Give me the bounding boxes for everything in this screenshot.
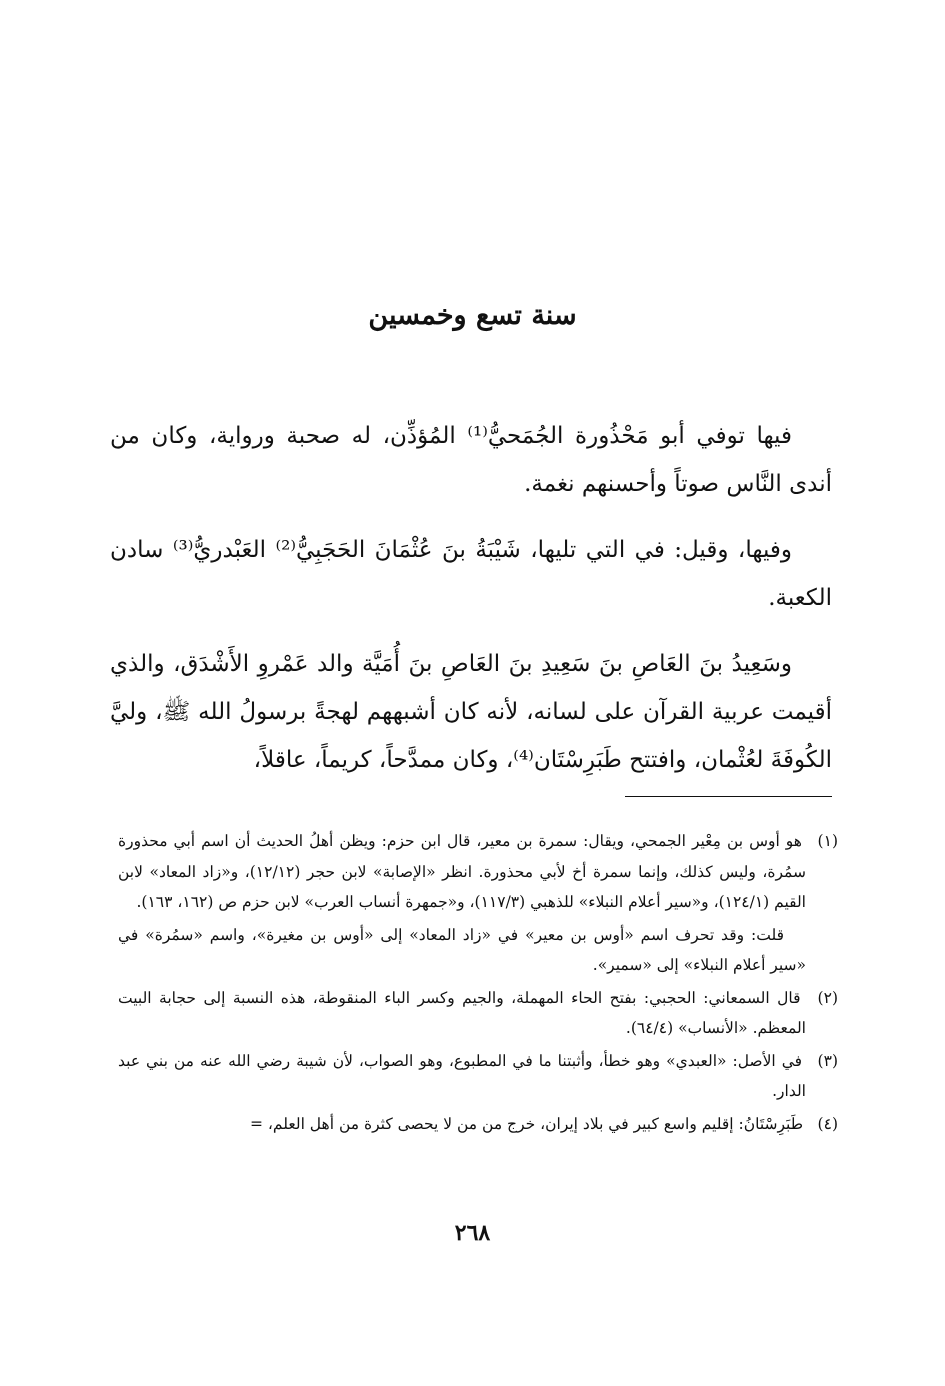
- footnote-separator: [625, 796, 832, 797]
- footnote-text: قال السمعاني: الحجبي: بفتح الحاء المهملة، والجيم وكسر الباء المنقوطة، هذه النسبة إلى حجابة البيت المعظم. «الأنساب» (٦٤/٤).: [118, 988, 806, 1037]
- footnote-number: (١): [817, 832, 838, 850]
- footnote-2: [118, 983, 838, 1044]
- footnote-number: (٣): [817, 1051, 838, 1070]
- main-text: [110, 412, 832, 802]
- footnote-4: [118, 1109, 838, 1140]
- footnote-number: (٤): [817, 1114, 838, 1133]
- footnote-number: (٢): [817, 988, 838, 1007]
- footnote-text: طَبَرِسْتَانُ: إقليم واسع كبير في بلاد إيران، خرج من من لا يحصى كثرة من أهل العلم، =: [250, 1114, 804, 1133]
- paragraph-2: وفيها، وقيل: في التي تليها، شَيْبَةُ بنَ عُثْمَانَ الحَجَبِيُّ⁽²⁾ العَبْدريُّ⁽³⁾ سادن الكعبة.: [110, 537, 832, 611]
- footnote-1: [118, 826, 838, 918]
- footnote-text: هو أوس بن مِعْير الجمحي، ويقال: سمرة بن معير، قال ابن حزم: ويظن أهلُ الحديث أن اسم أبي محذورة سمُرة، وليس كذلك، وإنما سمرة أخ لأبي محذورة. انظر «الإصابة» لابن حجر (١٢/١٢)، و«زاد المعاد» لابن القيم (١٢٤/١)، و«سير أعلام النبلاء» للذهبي (١١٧/٣)، و«جمهرة أنساب العرب» لابن حزم ص (١٦٢، ١٦٣).: [118, 832, 806, 911]
- footnote-text: في الأصل: «العبدي» وهو خطأ، وأثبتنا ما في المطبوع، وهو الصواب، لأن شيبة رضي الله عنه من بني عبد الدار.: [118, 1051, 806, 1100]
- footnote-1-continuation: [118, 920, 838, 981]
- paragraph-3: وسَعِيدُ بنَ العَاصِ بنَ سَعِيدِ بنَ العَاصِ بنَ أُمَيَّة والد عَمْروِ الأَشْدَق، والذي أقيمت عربية القرآن على لسانه، لأنه كان أشبههم لهجةً برسولُ الله ﷺ، وليَّ الكُوفَةَ لعُثْمان، وافتتح طَبَرِسْتَان⁽⁴⁾، وكان ممدَّحاً، كريماً، عاقلاً،: [110, 651, 832, 773]
- chapter-title: سنة تسع وخمسين: [368, 300, 577, 332]
- paragraph-1: فيها توفي أبو مَحْذُورة الجُمَحيُّ⁽¹⁾ المُؤذِّن، له صحبة ورواية، وكان من أندى النَّاس صوتاً وأحسنهم نغمة.: [110, 423, 832, 497]
- footnote-text: قلت: وقد تحرف اسم «أوس بن معير» في «زاد المعاد» إلى «أوس بن مغيرة»، واسم «سمُرة» في «سير أعلام النبلاء» إلى «سمير».: [118, 925, 806, 974]
- page-number: ٢٦٨: [454, 1220, 491, 1246]
- footnote-3: [118, 1046, 838, 1107]
- footnotes: [118, 826, 838, 1141]
